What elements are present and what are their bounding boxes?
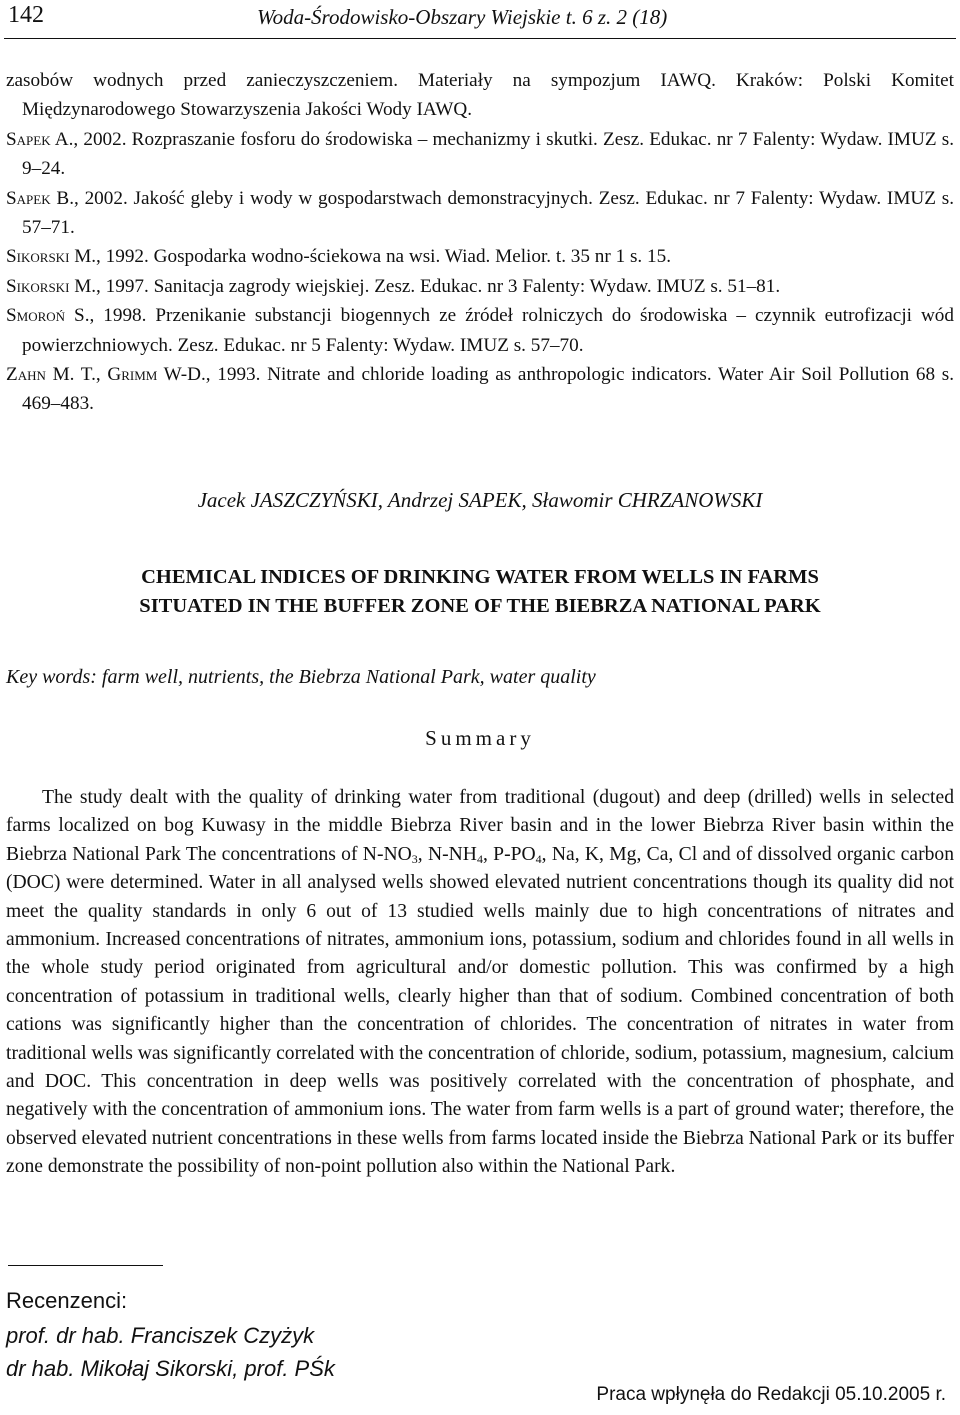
- reviewer-name: dr hab. Mikołaj Sikorski, prof. PŚk: [6, 1356, 335, 1381]
- reference-item: [6, 125, 954, 184]
- article-authors: Jacek JASZCZYŃSKI, Andrzej SAPEK, Sławomir CHRZANOWSKI: [197, 488, 763, 512]
- summary-text: The study dealt with the quality of drinking water from traditional (dugout) and deep (drilled) wells in selected farms localized on bog Kuwasy in the middle Biebrza River basin and in the lower Biebrza River basin within the Biebrza National Park The concentrations of N-NO: [6, 787, 954, 865]
- article-title: [0, 563, 960, 621]
- reference-item: [6, 301, 954, 360]
- reviewers-label: Recenzenci:: [6, 1288, 128, 1313]
- page-number: 142: [8, 2, 44, 28]
- subscript: 4: [476, 851, 483, 866]
- reference-item: [6, 66, 954, 125]
- reference-author: Sapek: [6, 187, 51, 209]
- reference-item: [6, 184, 954, 243]
- reference-item: [6, 242, 954, 271]
- reference-author: Sapek: [6, 128, 51, 150]
- reference-author: Sikorski: [6, 246, 70, 268]
- reference-author: Grimm: [107, 364, 158, 386]
- summary-heading: Summary: [425, 726, 535, 750]
- reference-author: Sikorski: [6, 275, 70, 297]
- running-header: [4, 2, 956, 39]
- title-line: CHEMICAL INDICES OF DRINKING WATER FROM WELLS IN FARMS: [141, 566, 819, 588]
- reference-text: zasobów wodnych przed zanieczyszczeniem. Materiały na sympozjum IAWQ. Kraków: Polski Komitet Międzynarodowego Stowarzyszenia Jakości Wody IAWQ.: [6, 70, 954, 121]
- journal-title: Woda-Środowisko-Obszary Wiejskie t. 6 z. 2 (18): [257, 5, 668, 29]
- reference-text: W-D., 1993. Nitrate and chloride loading as anthropologic indicators. Water Air Soil Pollution 68 s. 469–483.: [22, 364, 954, 415]
- reference-author: Smoroń: [6, 305, 66, 327]
- summary-text: , N-NH: [417, 843, 477, 865]
- reference-text: A., 2002. Rozpraszanie fosforu do środowiska – mechanizmy i skutki. Zesz. Edukac. nr 7 Falenty: Wydaw. IMUZ s. 9–24.: [22, 128, 954, 180]
- summary-text: , Na, K, Mg, Ca, Cl and of dissolved organic carbon (DOC) were determined. Water in all analysed wells showed elevated nutrient concentrations though its quality did not meet the quality standards in only 6 out of 13 studied wells mainly due to high concentrations of nitrates and ammonium. Increased concentrations of nitrates, ammonium ions, potassium, sodium and chlorides found in all wells in the whole study period originated from agricultural and/or domestic pollution. This was confirmed by a high concentration of potassium in traditional wells, clearly higher than that of sodium. Combined concentration of both cations was significantly higher than the concentration of chlorides. The concentration of nitrates in water from traditional wells was significantly correlated with the concentration of chloride, sodium, potassium, magnesium, calcium and DOC. This concentration in deep wells was positively correlated with the concentration of phosphate, and negatively with the concentration of ammonium ions. The water from farm wells is a part of ground water; therefore, the observed elevated nutrient concentrations in these wells from farms located inside the Biebrza National Park or its buffer zone demonstrate the possibility of non-point pollution also within the National Park.: [6, 843, 954, 1178]
- reference-text: M., 1997. Sanitacja zagrody wiejskiej. Zesz. Edukac. nr 3 Falenty: Wydaw. IMUZ s. 51–81.: [69, 275, 781, 297]
- reference-item: [6, 360, 954, 419]
- reference-text: M., 1992. Gospodarka wodno-ściekowa na wsi. Wiad. Melior. t. 35 nr 1 s. 15.: [69, 246, 672, 268]
- summary-paragraph: [6, 784, 954, 1182]
- reference-text: M. T.,: [45, 364, 108, 386]
- reference-list: [6, 66, 954, 419]
- reviewer-name: prof. dr hab. Franciszek Czyżyk: [6, 1323, 315, 1348]
- title-line: SITUATED IN THE BUFFER ZONE OF THE BIEBRZA NATIONAL PARK: [139, 595, 821, 617]
- reference-author: Zahn: [6, 364, 46, 386]
- subscript: 4: [535, 851, 542, 866]
- reference-text: B., 2002. Jakość gleby i wody w gospodarstwach demonstracyjnych. Zesz. Edukac. nr 7 Falenty: Wydaw. IMUZ s. 57–71.: [22, 187, 954, 239]
- reference-text: S., 1998. Przenikanie substancji biogennych ze źródeł rolniczych do środowiska – czynnik eutrofizacji wód powierzchniowych. Zesz. Edukac. nr 5 Falenty: Wydaw. IMUZ s. 57–70.: [22, 305, 954, 356]
- footnote-divider: [8, 1265, 163, 1266]
- received-date: Praca wpłynęła do Redakcji 05.10.2005 r.: [596, 1384, 946, 1405]
- subscript: 3: [411, 851, 418, 866]
- reference-item: [6, 272, 954, 301]
- keywords: Key words: farm well, nutrients, the Biebrza National Park, water quality: [6, 666, 596, 688]
- summary-text: , P-PO: [482, 843, 536, 865]
